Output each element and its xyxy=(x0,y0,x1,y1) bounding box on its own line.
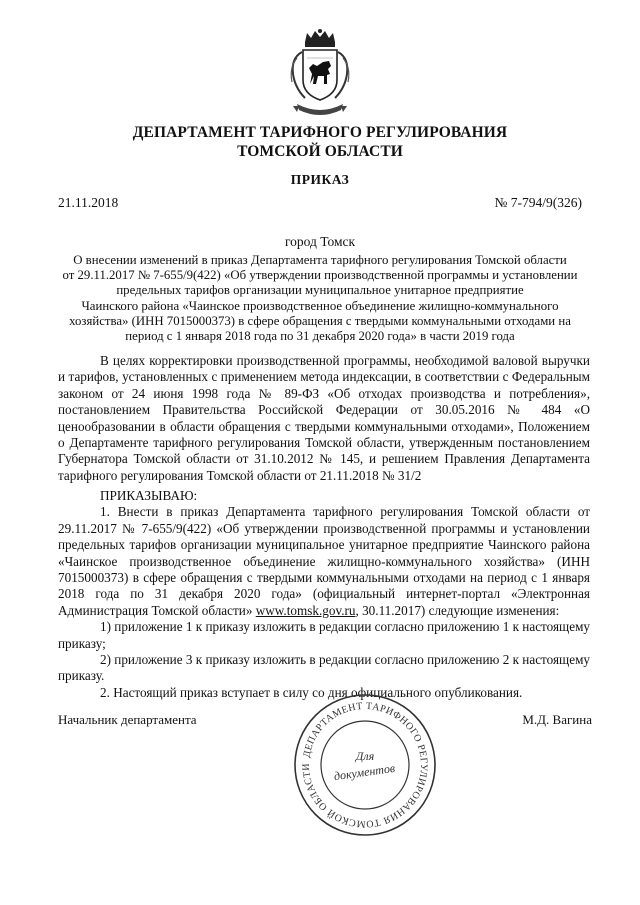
order-item-1-text: 1. Внести в приказ Департамента тарифного регулирования Томской области от 29.11.2017 № 7-655/9(422) «Об утверждении производственной программы и установлении предельных тарифов организации муниципальное унитарное предприятие Чаинского района «Чаинское производственное объединение жилищно-коммунального хозяйства» (ИНН 7015000373) в сфере обращения с твердыми коммунальными отходами на период с 1 января 2018 года по 31 декабря 2020 года» (официальный интернет-портал «Электронная Администрация Томской области» xyxy=(58,504,590,618)
subject-line: от 29.11.2017 № 7-655/9(422) «Об утверждении производственной программы и установлении xyxy=(62,268,578,283)
preamble-paragraph: В целях корректировки производственной программы, необходимой валовой выручки и тарифов, установленных с применением метода индексации, в соответствии с Федеральным законом от 24 июня 1998 года № 89-ФЗ «Об отходах производства и потребления», постановлением Правительства Российской Федерации от 30.05.2016 № 484 «О ценообразовании в области обращения с твердыми коммунальными отходами», Положением о Департаменте тарифного регулирования Томской области, утвержденным постановлением Губернатора Томской области от 31.10.2012 № 145, и решением Правления Департамента тарифного регулирования Томской области от 21.11.2018 № 31/2 xyxy=(58,353,590,483)
document-subject xyxy=(58,253,582,344)
subject-line: предельных тарифов организации муниципальное унитарное предприятие xyxy=(116,283,524,298)
orders-section xyxy=(58,488,590,701)
stamp-center-line-2: документов xyxy=(333,760,396,784)
portal-link[interactable]: www.tomsk.gov.ru xyxy=(255,602,356,618)
document-number: № 7-794/9(326) xyxy=(494,195,582,210)
order-item-1 xyxy=(58,504,590,619)
stamp-ring-text: ДЕПАРТАМЕНТ ТАРИФНОГО РЕГУЛИРОВАНИЯ ТОМСКОЙ ОБЛАСТИ xyxy=(300,700,430,830)
org-line-2: ТОМСКОЙ ОБЛАСТИ xyxy=(237,143,403,160)
official-stamp xyxy=(290,690,440,840)
subject-line: хозяйства» (ИНН 7015000373) в сфере обращения с твердыми коммунальными отходами на xyxy=(69,313,571,328)
order-subitem-2: 2) приложение 3 к приказу изложить в редакции согласно приложению 2 к настоящему приказу. xyxy=(58,652,591,684)
org-line-1: ДЕПАРТАМЕНТ ТАРИФНОГО РЕГУЛИРОВАНИЯ xyxy=(132,124,508,141)
document-date: 21.11.2018 xyxy=(58,195,119,210)
city: город Томск xyxy=(284,234,356,249)
order-item-1-tail: , 30.11.2017) следующие изменения: xyxy=(355,602,560,618)
subject-line: О внесении изменений в приказ Департамента тарифного регулирования Томской области xyxy=(73,253,567,267)
order-subitem-1: 1) приложение 1 к приказу изложить в редакции согласно приложению 1 к настоящему приказу; xyxy=(58,619,591,651)
organization-name xyxy=(0,123,640,161)
subject-line: период с 1 января 2018 года по 31 декабря 2020 года» в части 2019 года xyxy=(125,329,515,344)
coat-of-arms-emblem xyxy=(283,28,357,118)
order-item-2: 2. Настоящий приказ вступает в силу со дня официального опубликования. xyxy=(100,684,523,700)
document-type: ПРИКАЗ xyxy=(290,172,350,187)
subject-line: Чаинского района «Чаинское производственное объединение жилищно-коммунального xyxy=(81,298,559,313)
signatory-name: М.Д. Вагина xyxy=(522,712,592,727)
stamp-center-line-1: Для xyxy=(355,749,375,763)
orders-title: ПРИКАЗЫВАЮ: xyxy=(100,488,198,503)
signatory-position: Начальник департамента xyxy=(58,712,197,727)
